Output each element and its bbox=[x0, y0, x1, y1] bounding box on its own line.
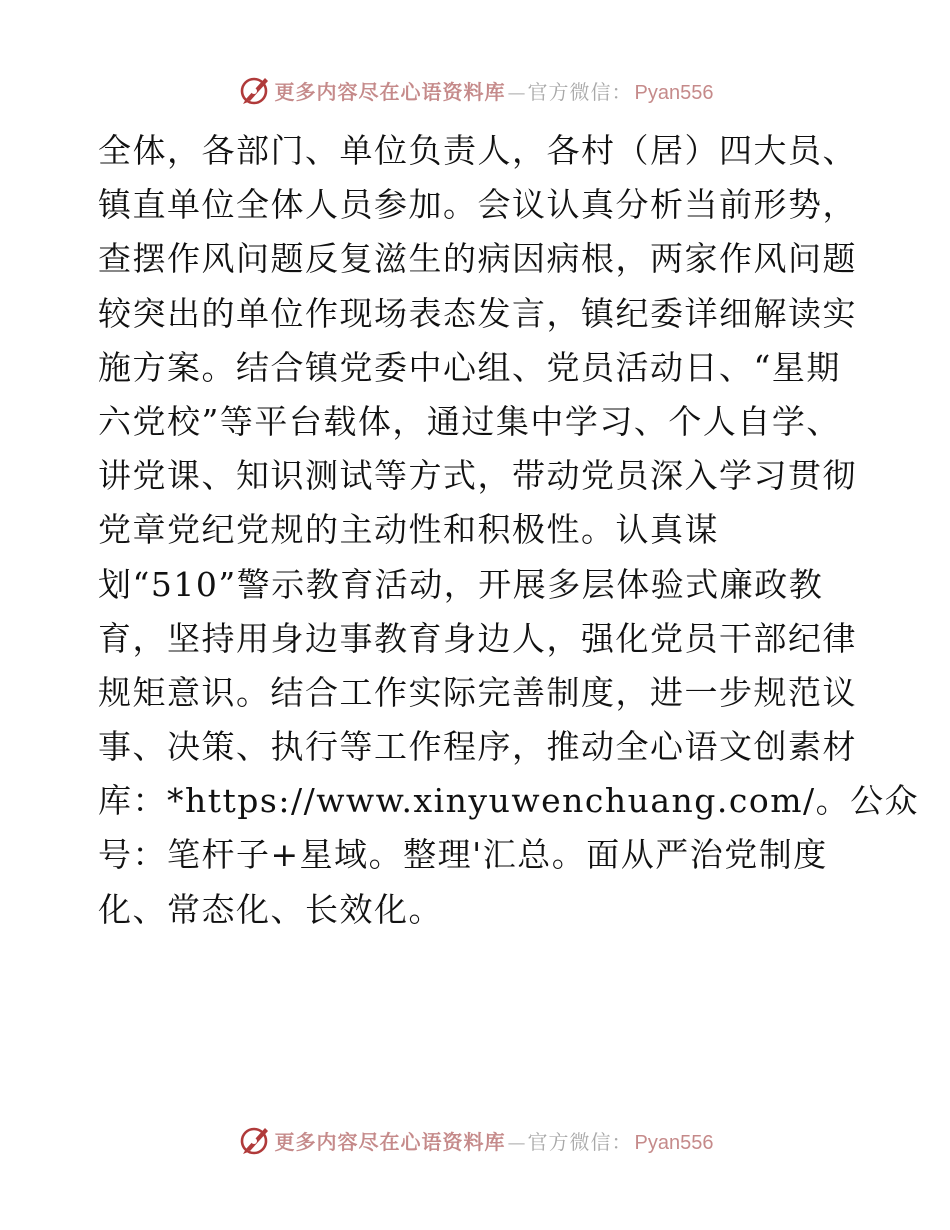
body-line: 讲党课、知识测试等方式，带动党员深入学习贯彻 bbox=[98, 456, 857, 496]
document-body bbox=[98, 124, 920, 937]
header-banner bbox=[0, 70, 950, 110]
banner-slogan: 更多内容尽在心语资料库 bbox=[274, 1129, 506, 1154]
body-line: 党章党纪党规的主动性和积极性。认真谋 bbox=[98, 510, 719, 550]
body-line: 育，坚持用身边事教育身边人，强化党员干部纪律 bbox=[98, 618, 857, 658]
banner-wechat-label: 官方微信： bbox=[527, 79, 633, 104]
banner-wechat-label: 官方微信： bbox=[527, 1129, 633, 1154]
body-line: 施方案。结合镇党委中心组、党员活动日、“星期 bbox=[98, 347, 841, 387]
banner-wechat-id: Pyan556 bbox=[634, 1131, 714, 1154]
body-line: 查摆作风问题反复滋生的病因病根，两家作风问题 bbox=[98, 239, 857, 279]
banner-slogan: 更多内容尽在心语资料库 bbox=[274, 79, 506, 104]
banner-dash: — bbox=[507, 1132, 526, 1154]
body-line: 事、决策、执行等工作程序，推动全心语文创素材 bbox=[98, 727, 857, 767]
banner-wechat-id: Pyan556 bbox=[634, 81, 714, 104]
body-line: 较突出的单位作现场表态发言，镇纪委详细解读实 bbox=[98, 293, 857, 333]
body-line: 镇直单位全体人员参加。会议认真分析当前形势， bbox=[98, 185, 857, 225]
footer-banner bbox=[0, 1120, 950, 1160]
body-line: 规矩意识。结合工作实际完善制度，进一步规范议 bbox=[98, 672, 857, 712]
body-line: 划“510”警示教育活动，开展多层体验式廉政教 bbox=[98, 564, 824, 604]
body-line: 库：*https://www.xinyuwenchuang.com/。公众 bbox=[98, 781, 920, 821]
body-line: 六党校”等平台载体，通过集中学习、个人自学、 bbox=[98, 401, 841, 441]
body-line: 化、常态化、长效化。 bbox=[98, 889, 443, 929]
body-line: 全体，各部门、单位负责人，各村（居）四大员、 bbox=[98, 131, 857, 170]
quill-pen-logo-icon bbox=[237, 1122, 273, 1158]
quill-pen-logo-icon bbox=[237, 72, 273, 108]
body-line: 号：笔杆子+星域。整理'汇总。面从严治党制度 bbox=[98, 835, 828, 875]
banner-dash: — bbox=[507, 82, 526, 104]
